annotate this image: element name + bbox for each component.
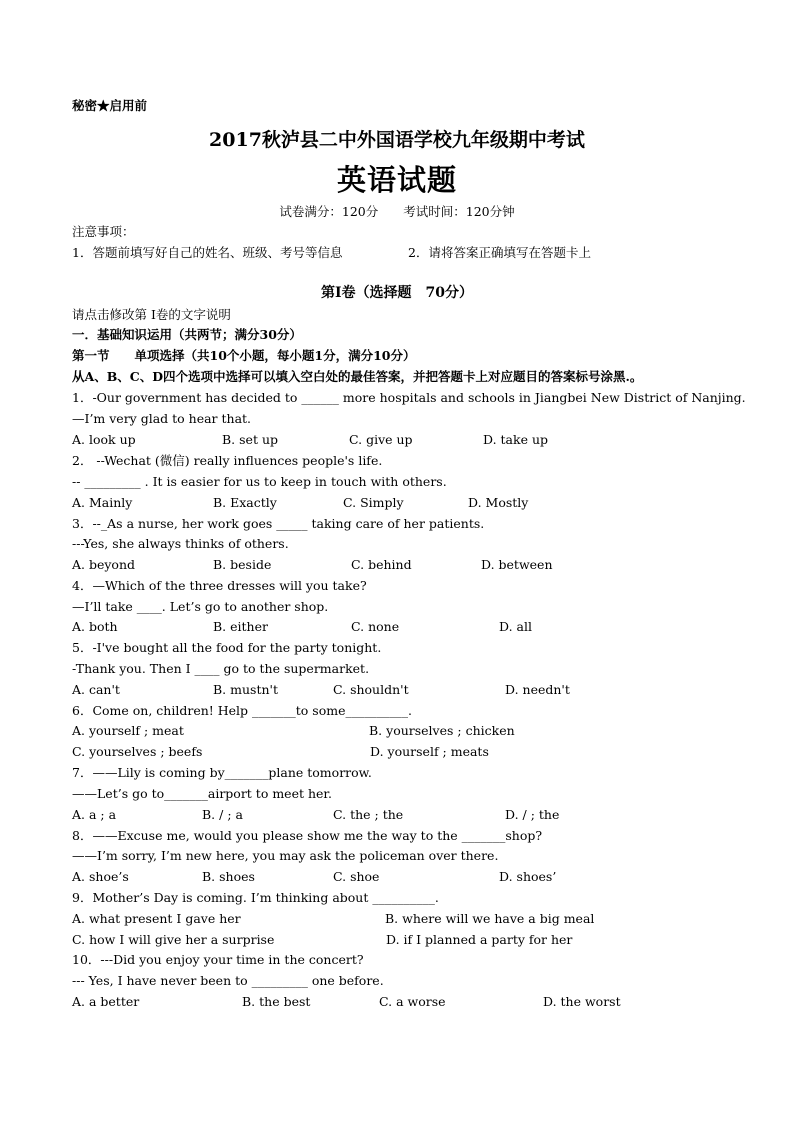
option-b: B. either	[213, 619, 268, 634]
option-c: C. Simply	[343, 495, 404, 510]
option-a: A. look up	[72, 432, 136, 447]
option-d: D. if I planned a party for her	[386, 932, 573, 947]
option-d: D. between	[481, 557, 553, 572]
option-a: A. can't	[72, 682, 120, 697]
option-b: B. / ; a	[202, 807, 243, 822]
option-c: C. how I will give her a surprise	[72, 932, 275, 947]
option-b: B. the best	[242, 994, 311, 1009]
option-c: C. yourselves ; beefs	[72, 744, 203, 759]
subject-title: 英语试题	[336, 163, 457, 197]
question-line: 5．-I've bought all the food for the party tonight.	[72, 640, 382, 655]
option-a: A. shoe’s	[72, 869, 129, 884]
question-line: 1．-Our government has decided to ______ more hospitals and schools in Jiangbei New District of Nanjing.	[72, 390, 746, 405]
question-line: ——I’m sorry, I’m new here, you may ask the policeman over there.	[72, 848, 499, 863]
question-line: 6．Come on, children! Help _______to some__________.	[72, 703, 412, 718]
option-c: C. shouldn't	[333, 682, 409, 697]
question-line: 8．——Excuse me, would you please show me the way to the _______shop?	[72, 828, 543, 843]
option-b: B. beside	[213, 557, 272, 572]
option-d: D. shoes’	[499, 869, 557, 884]
option-c: C. shoe	[333, 869, 380, 884]
part-title: 第I卷（选择题 70分）	[320, 285, 474, 301]
option-c: C. behind	[351, 557, 412, 572]
option-c: C. the ; the	[333, 807, 404, 822]
question-line: 7．——Lily is coming by_______plane tomorrow.	[72, 765, 372, 780]
question-line: ——Let’s go to_______airport to meet her.	[72, 786, 332, 801]
question-line: —I’m very glad to hear that.	[72, 411, 252, 426]
option-a: A. Mainly	[72, 495, 133, 510]
subsection-heading: 第一节 单项选择（共10个小题，每小题1分，满分10分）	[72, 348, 416, 363]
option-c: C. give up	[349, 432, 413, 447]
option-b: B. shoes	[202, 869, 255, 884]
question-line: 9．Mother’s Day is coming. I’m thinking about __________.	[72, 890, 439, 905]
option-d: D. the worst	[543, 994, 621, 1009]
option-a: A. both	[72, 619, 118, 634]
question-line: -- _________ . It is easier for us to keep in touch with others.	[72, 474, 447, 489]
option-b: B. set up	[222, 432, 278, 447]
option-d: D. all	[499, 619, 532, 634]
question-line: 2． --Wechat (微信) really influences people's life.	[72, 453, 383, 468]
option-d: D. yourself ; meats	[370, 744, 489, 759]
option-b: B. mustn't	[213, 682, 278, 697]
option-b: B. where will we have a big meal	[385, 911, 595, 926]
note-1: 1．答题前填写好自己的姓名、班级、考号等信息	[72, 245, 343, 260]
option-a: A. a better	[72, 994, 140, 1009]
option-d: D. / ; the	[505, 807, 560, 822]
question-line: —I’ll take ____. Let’s go to another shop.	[72, 599, 329, 614]
question-line: 4．—Which of the three dresses will you take?	[72, 578, 367, 593]
option-c: C. a worse	[379, 994, 446, 1009]
notes-heading: 注意事项：	[72, 224, 135, 239]
option-b: B. Exactly	[213, 495, 277, 510]
section-heading: 一．基础知识运用（共两节；满分30分）	[72, 327, 302, 342]
option-a: A. beyond	[72, 557, 136, 572]
question-line: --- Yes, I have never been to _________ one before.	[72, 973, 384, 988]
option-b: B. yourselves ; chicken	[369, 723, 515, 738]
question-line: ---Yes, she always thinks of others.	[72, 536, 289, 551]
question-line: 3．--_As a nurse, her work goes _____ taking care of her patients.	[72, 516, 485, 531]
question-line: 10．---Did you enjoy your time in the concert?	[72, 952, 364, 967]
option-a: A. yourself ; meat	[72, 723, 184, 738]
option-d: D. Mostly	[468, 495, 529, 510]
secret-mark: 秘密★启用前	[72, 98, 148, 113]
option-c: C. none	[351, 619, 400, 634]
question-line: -Thank you. Then I ____ go to the supermarket.	[72, 661, 370, 676]
instruction: 从A、B、C、D四个选项中选择可以填入空白处的最佳答案，并把答题卡上对应题目的答案标号涂黑.。	[72, 369, 643, 384]
exam-meta: 试卷满分：120分 考试时间：120分钟	[279, 204, 515, 219]
exam-title: 2017秋泸县二中外国语学校九年级期中考试	[209, 129, 585, 151]
option-d: D. take up	[483, 432, 548, 447]
option-a: A. what present I gave her	[72, 911, 241, 926]
edit-hint: 请点击修改第 I卷的文字说明	[72, 307, 231, 322]
option-d: D. needn't	[505, 682, 570, 697]
option-a: A. a ; a	[72, 807, 117, 822]
note-2: 2．请将答案正确填写在答题卡上	[408, 245, 591, 260]
